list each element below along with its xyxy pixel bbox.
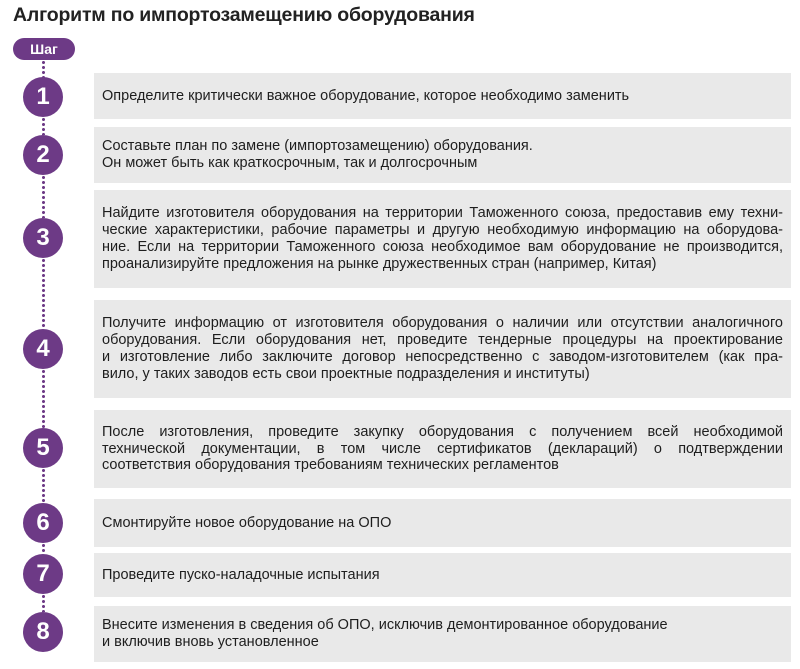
timeline-connector	[42, 594, 45, 612]
step-text-line: Получите информацию от изготовителя оборудования о наличии или отсутствии аналогичного	[102, 315, 783, 332]
step-number-circle: 5	[23, 428, 63, 468]
step-text-line: Определите критически важное оборудование, которое необходимо заменить	[102, 87, 630, 104]
step-box	[94, 300, 791, 398]
step-text-line: оборудования. Если оборудования нет, проведите тендерные процедуры на проектирование	[102, 332, 783, 349]
step-text	[102, 617, 783, 651]
step-box	[94, 127, 791, 183]
step-number-circle: 7	[23, 554, 63, 594]
step-text	[102, 567, 783, 584]
step-text-line: Составьте план по замене (импортозамещению) оборудования.	[102, 138, 533, 155]
timeline-connector	[42, 60, 45, 78]
step-number-circle: 6	[23, 503, 63, 543]
step-text-line: ние. Если на территории Таможенного союза необходимое вам оборудование не производится,	[102, 239, 783, 255]
step-box	[94, 73, 791, 119]
timeline-connector	[42, 175, 45, 218]
timeline-connector	[42, 369, 45, 428]
step-text-line: Найдите изготовителя оборудования на территории Таможенного союза, предоставив ему техни-	[102, 205, 783, 222]
timeline-connector	[42, 468, 45, 503]
timeline-connector	[42, 258, 45, 329]
step-text-line: ческие характеристики, рабочие параметры и другую необходимую информацию на оборудова-	[102, 222, 783, 239]
step-text-line: Он может быть как краткосрочным, так и долгосрочным	[102, 155, 478, 171]
step-text-line: технической документации, в том числе сертификатов (деклараций) о подтверждении	[102, 440, 783, 457]
step-number-circle: 4	[23, 329, 63, 369]
step-text	[102, 424, 783, 474]
step-text	[102, 205, 783, 272]
timeline-connector	[42, 117, 45, 135]
timeline-connector	[42, 543, 45, 554]
step-text-line: проанализируйте предложения на рынке дружественных стран (например, Китая)	[102, 255, 657, 272]
step-box	[94, 606, 791, 662]
step-box	[94, 553, 791, 597]
step-text-line: соответствия оборудования требованиям технических регламентов	[102, 457, 559, 474]
step-box	[94, 410, 791, 488]
step-text-line: После изготовления, проведите закупку оборудования с получением всей необходимой	[102, 423, 783, 440]
page-title: Алгоритм по импортозамещению оборудования	[13, 4, 475, 26]
step-text	[102, 138, 783, 172]
step-text-line: Внесите изменения в сведения об ОПО, исключив демонтированное оборудование	[102, 617, 668, 634]
step-text-line: Смонтируйте новое оборудование на ОПО	[102, 514, 392, 531]
step-text-line: Проведите пуско-наладочные испытания	[102, 566, 380, 583]
step-text-line: и изготовление либо заключите договор непосредственно с заводом-изготовителем (как пра-	[102, 349, 783, 365]
step-text	[102, 515, 783, 532]
step-text-line: вило, у таких заводов есть свои проектные подразделения и институты)	[102, 365, 590, 382]
step-text	[102, 88, 783, 105]
step-number-circle: 3	[23, 218, 63, 258]
step-text	[102, 315, 783, 382]
step-text-line: и включив вновь установленное	[102, 634, 319, 650]
step-box	[94, 190, 791, 288]
step-badge: Шаг	[13, 38, 75, 60]
step-number-circle: 1	[23, 77, 63, 117]
step-box	[94, 499, 791, 547]
step-number-circle: 8	[23, 612, 63, 652]
step-number-circle: 2	[23, 135, 63, 175]
